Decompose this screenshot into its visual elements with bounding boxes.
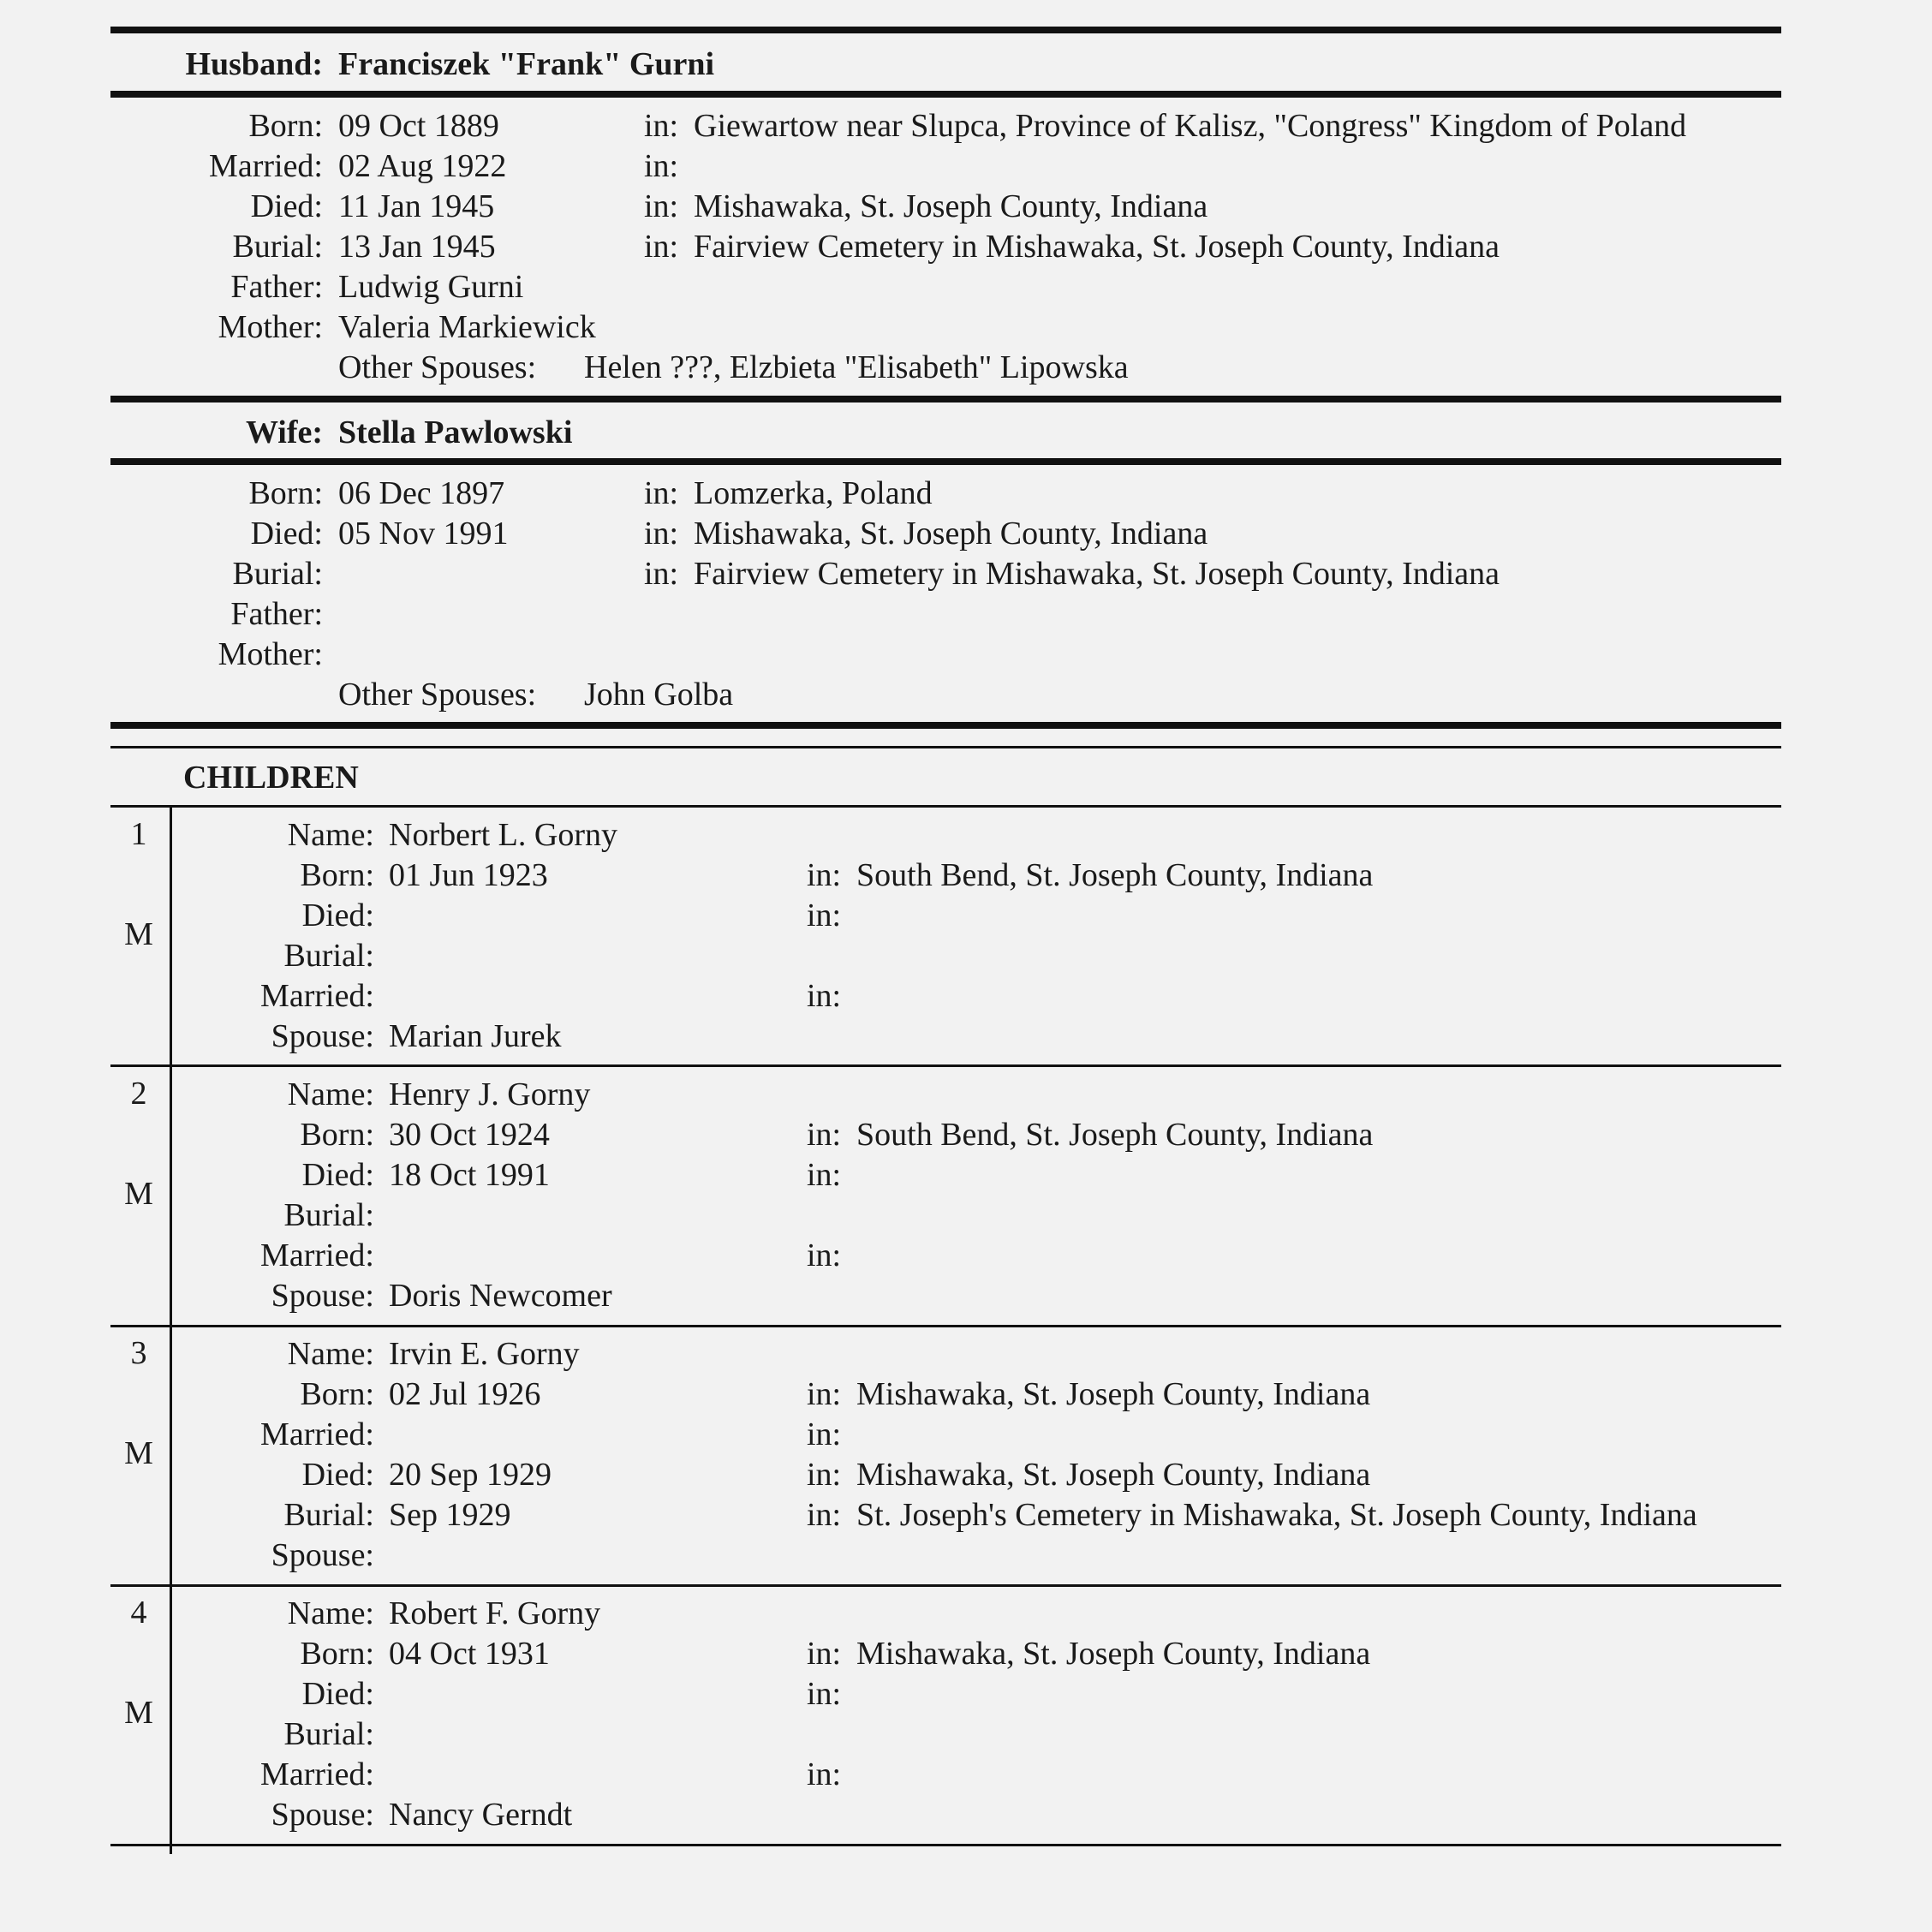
child-field-value: Irvin E. Gorny xyxy=(389,1336,580,1372)
child-field-label: Name: xyxy=(287,1336,374,1372)
child-field-label: Burial: xyxy=(283,1497,374,1533)
child-in-label: in: xyxy=(807,1376,842,1412)
child-in-label: in: xyxy=(807,978,842,1014)
children-column-divider xyxy=(170,805,172,1854)
wife-top-rule xyxy=(110,396,1781,402)
child-in-label: in: xyxy=(807,897,842,933)
wife-in-label: in: xyxy=(644,475,679,511)
child-field-label: Married: xyxy=(260,1756,374,1792)
child-sex: M xyxy=(124,916,153,952)
husband-mother-name: Valeria Markiewick xyxy=(338,309,596,345)
children-heading-rule xyxy=(110,805,1781,808)
wife-in-label: in: xyxy=(644,556,679,592)
child-field-label: Spouse: xyxy=(271,1278,374,1314)
child-number: 2 xyxy=(130,1076,147,1112)
child-field-label: Burial: xyxy=(283,1716,374,1752)
wife-event-place: Lomzerka, Poland xyxy=(694,475,933,511)
child-field-label: Born: xyxy=(300,857,374,893)
children-top-rule xyxy=(110,746,1781,748)
husband-event-place: Giewartow near Slupca, Province of Kalisz, "Congress" Kingdom of Poland xyxy=(694,108,1687,144)
child-field-label: Burial: xyxy=(283,938,374,974)
husband-other-spouses: Helen ???, Elzbieta "Elisabeth" Lipowska xyxy=(584,349,1129,385)
child-field-value: Marian Jurek xyxy=(389,1018,562,1054)
child-field-value: Doris Newcomer xyxy=(389,1278,612,1314)
section-end-rule xyxy=(110,722,1781,729)
wife-event-label: Died: xyxy=(250,516,323,552)
child-field-label: Married: xyxy=(260,1416,374,1452)
child-field-label: Spouse: xyxy=(271,1537,374,1573)
child-field-label: Spouse: xyxy=(271,1797,374,1833)
child-field-value: Sep 1929 xyxy=(389,1497,511,1533)
child-place: Mishawaka, St. Joseph County, Indiana xyxy=(856,1636,1371,1672)
child-field-label: Name: xyxy=(287,1076,374,1112)
child-field-value: 04 Oct 1931 xyxy=(389,1636,550,1672)
child-field-value: 01 Jun 1923 xyxy=(389,857,548,893)
wife-name: Stella Pawlowski xyxy=(338,414,573,450)
child-field-value: Henry J. Gorny xyxy=(389,1076,591,1112)
husband-event-place: Fairview Cemetery in Mishawaka, St. Joseph County, Indiana xyxy=(694,229,1500,265)
child-field-label: Born: xyxy=(300,1376,374,1412)
husband-mother-label: Mother: xyxy=(218,309,323,345)
wife-event-place: Mishawaka, St. Joseph County, Indiana xyxy=(694,516,1208,552)
children-bottom-rule xyxy=(110,1844,1781,1846)
husband-event-date: 13 Jan 1945 xyxy=(338,229,496,265)
husband-in-label: in: xyxy=(644,108,679,144)
children-heading: CHILDREN xyxy=(183,760,359,796)
child-field-label: Burial: xyxy=(283,1197,374,1233)
child-sex: M xyxy=(124,1176,153,1212)
wife-event-date: 05 Nov 1991 xyxy=(338,516,509,552)
husband-father-name: Ludwig Gurni xyxy=(338,269,524,305)
child-in-label: in: xyxy=(807,1756,842,1792)
child-field-label: Name: xyxy=(287,1595,374,1631)
child-field-value: 30 Oct 1924 xyxy=(389,1117,550,1153)
husband-heading-label: Husband: xyxy=(185,46,323,82)
child-in-label: in: xyxy=(807,1416,842,1452)
husband-event-place: Mishawaka, St. Joseph County, Indiana xyxy=(694,188,1208,224)
wife-event-label: Born: xyxy=(248,475,323,511)
child-sex: M xyxy=(124,1695,153,1731)
child-in-label: in: xyxy=(807,1237,842,1273)
wife-in-label: in: xyxy=(644,516,679,552)
child-field-label: Married: xyxy=(260,978,374,1014)
husband-event-label: Married: xyxy=(209,148,323,184)
child-divider-3 xyxy=(110,1584,1781,1587)
child-number: 4 xyxy=(130,1595,147,1631)
child-divider-1 xyxy=(110,1064,1781,1067)
child-in-label: in: xyxy=(807,1636,842,1672)
child-field-label: Died: xyxy=(301,897,374,933)
wife-event-label: Burial: xyxy=(232,556,323,592)
child-in-label: in: xyxy=(807,1157,842,1193)
child-field-value: 02 Jul 1926 xyxy=(389,1376,541,1412)
wife-event-place: Fairview Cemetery in Mishawaka, St. Joseph County, Indiana xyxy=(694,556,1500,592)
husband-event-label: Born: xyxy=(248,108,323,144)
child-field-value: Norbert L. Gorny xyxy=(389,817,617,853)
husband-event-date: 09 Oct 1889 xyxy=(338,108,499,144)
child-in-label: in: xyxy=(807,1497,842,1533)
child-number: 1 xyxy=(130,816,147,852)
wife-event-date: 06 Dec 1897 xyxy=(338,475,505,511)
child-place: Mishawaka, St. Joseph County, Indiana xyxy=(856,1376,1371,1412)
top-rule xyxy=(110,27,1781,33)
child-in-label: in: xyxy=(807,1676,842,1712)
child-in-label: in: xyxy=(807,1117,842,1153)
wife-heading-label: Wife: xyxy=(245,414,323,450)
husband-father-label: Father: xyxy=(230,269,323,305)
husband-in-label: in: xyxy=(644,229,679,265)
child-field-label: Died: xyxy=(301,1457,374,1493)
husband-name: Franciszek "Frank" Gurni xyxy=(338,46,715,82)
husband-event-label: Died: xyxy=(250,188,323,224)
child-field-label: Born: xyxy=(300,1117,374,1153)
child-field-value: Robert F. Gorny xyxy=(389,1595,601,1631)
child-sex: M xyxy=(124,1435,153,1471)
husband-event-date: 02 Aug 1922 xyxy=(338,148,507,184)
child-field-label: Name: xyxy=(287,817,374,853)
wife-mother-label: Mother: xyxy=(218,636,323,672)
child-field-label: Married: xyxy=(260,1237,374,1273)
husband-event-date: 11 Jan 1945 xyxy=(338,188,495,224)
child-field-value: 18 Oct 1991 xyxy=(389,1157,550,1193)
husband-event-label: Burial: xyxy=(232,229,323,265)
child-field-label: Born: xyxy=(300,1636,374,1672)
wife-other-spouses-label: Other Spouses: xyxy=(338,677,537,713)
child-field-label: Died: xyxy=(301,1676,374,1712)
child-place: South Bend, St. Joseph County, Indiana xyxy=(856,1117,1374,1153)
child-field-value: Nancy Gerndt xyxy=(389,1797,573,1833)
child-number: 3 xyxy=(130,1335,147,1371)
husband-other-spouses-label: Other Spouses: xyxy=(338,349,537,385)
husband-in-label: in: xyxy=(644,188,679,224)
child-divider-2 xyxy=(110,1325,1781,1327)
child-field-label: Died: xyxy=(301,1157,374,1193)
wife-father-label: Father: xyxy=(230,596,323,632)
child-place: Mishawaka, St. Joseph County, Indiana xyxy=(856,1457,1371,1493)
husband-in-label: in: xyxy=(644,148,679,184)
child-field-value: 20 Sep 1929 xyxy=(389,1457,552,1493)
child-place: St. Joseph's Cemetery in Mishawaka, St. Joseph County, Indiana xyxy=(856,1497,1697,1533)
wife-other-spouses: John Golba xyxy=(584,677,734,713)
child-place: South Bend, St. Joseph County, Indiana xyxy=(856,857,1374,893)
child-in-label: in: xyxy=(807,857,842,893)
child-in-label: in: xyxy=(807,1457,842,1493)
child-field-label: Spouse: xyxy=(271,1018,374,1054)
husband-heading-rule xyxy=(110,91,1781,98)
wife-heading-rule xyxy=(110,458,1781,465)
